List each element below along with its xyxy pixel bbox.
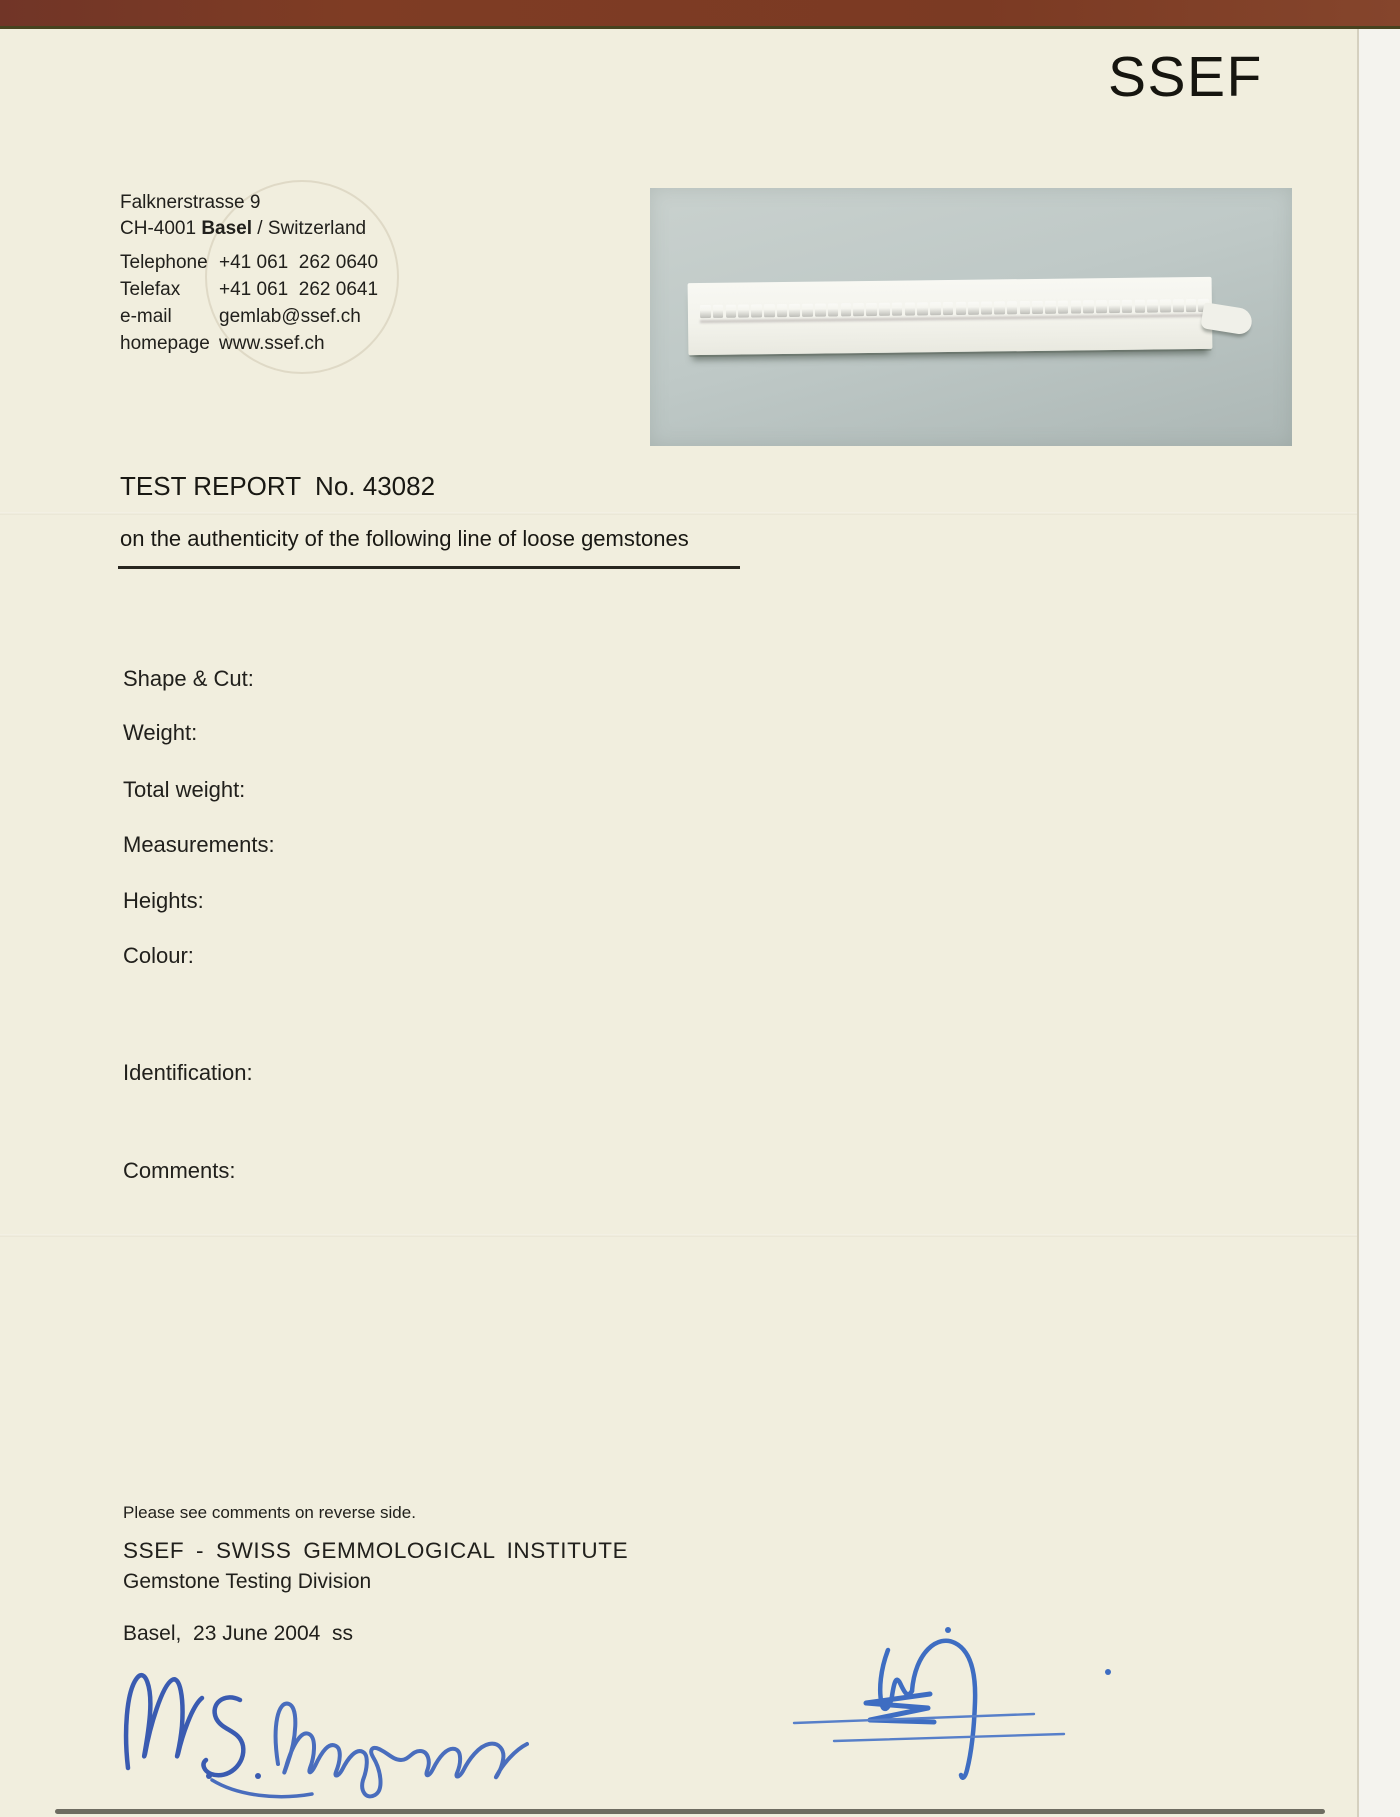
field-row [123, 718, 1173, 748]
gemstone [1032, 301, 1043, 314]
gemstone [751, 304, 762, 317]
page-right-edge [1357, 29, 1400, 1817]
gemstone [1007, 301, 1018, 314]
gemstone [726, 305, 737, 318]
signature-chalain [768, 1610, 1158, 1788]
field-label: Colour: [123, 943, 194, 968]
field-value [385, 886, 1173, 916]
field-value [385, 775, 1173, 805]
gemstone [738, 305, 749, 318]
gemstone [879, 303, 890, 316]
gemstone [1186, 299, 1197, 312]
scan-top-border [0, 0, 1400, 29]
contact-value: +41 061 262 0641 [219, 279, 379, 300]
gemstone [700, 305, 711, 318]
field-label: Total weight: [123, 777, 246, 802]
address-street: Falknerstrasse 9 [120, 192, 261, 213]
gemstone [1083, 300, 1094, 313]
address-country: / Switzerland [252, 218, 367, 239]
contact-value: www.ssef.ch [219, 333, 325, 354]
field-row [123, 830, 1173, 860]
field-value [385, 941, 1173, 971]
field-label: Comments: [123, 1158, 236, 1183]
paper-fold-crease [0, 512, 1357, 515]
gemstone [1160, 299, 1171, 312]
field-label: Heights: [123, 888, 204, 913]
contact-block [120, 249, 378, 357]
field-label: Weight: [123, 720, 198, 745]
field-row [123, 1058, 1173, 1088]
gemstone [956, 302, 967, 315]
field-value [385, 664, 1173, 694]
gemstone [994, 301, 1005, 314]
field-row [123, 886, 1173, 916]
gemstone [892, 303, 903, 316]
contact-row [120, 330, 378, 357]
contact-label: Telefax [120, 279, 181, 300]
report-fields [123, 664, 1173, 1239]
gemstone [904, 302, 915, 315]
gemstone [917, 302, 928, 315]
contact-label: Telephone [120, 252, 208, 273]
report-subtitle: on the authenticity of the following line of loose gemstones [120, 526, 689, 551]
field-label: Shape & Cut: [123, 666, 254, 691]
gemstone [1071, 300, 1082, 313]
contact-label: homepage [120, 333, 210, 354]
subtitle-underline [118, 566, 740, 569]
contact-value: gemlab@ssef.ch [219, 306, 361, 327]
gemstone [853, 303, 864, 316]
field-label: Identification: [123, 1060, 253, 1085]
gemstone [1045, 301, 1056, 314]
contact-row [120, 249, 378, 276]
ssef-logo: SSEF [1108, 45, 1263, 109]
report-title: TEST REPORT No. 43082 [120, 471, 436, 501]
date-place-line: Basel, 23 June 2004 ss [123, 1622, 353, 1645]
signature-krzemnicki [112, 1648, 542, 1810]
field-value [385, 1058, 1173, 1088]
gemstone [841, 303, 852, 316]
gemstone [1109, 300, 1120, 313]
division-line: Gemstone Testing Division [123, 1570, 372, 1593]
gemstone [1058, 301, 1069, 314]
gemstone [789, 304, 800, 317]
field-row [123, 664, 1173, 694]
gemstone [866, 303, 877, 316]
gemstone [981, 302, 992, 315]
gemstone [968, 302, 979, 315]
gemstone [764, 304, 775, 317]
gemstone [815, 304, 826, 317]
contact-row [120, 303, 378, 330]
field-row [123, 941, 1173, 971]
gemstone [1096, 300, 1107, 313]
field-label: Measurements: [123, 832, 275, 857]
address-city-line [120, 218, 366, 240]
gemstone [930, 302, 941, 315]
reverse-side-note: Please see comments on reverse side. [123, 1503, 416, 1522]
organisation-line: SSEF - SWISS GEMMOLOGICAL INSTITUTE [123, 1538, 629, 1563]
contact-label: e-mail [120, 306, 172, 327]
gemstone [713, 305, 724, 318]
gemstone [943, 302, 954, 315]
field-value [385, 1156, 1173, 1186]
field-value [385, 830, 1173, 860]
gemstone [1134, 300, 1145, 313]
field-row [123, 775, 1173, 805]
address-city: Basel [201, 218, 253, 239]
address-postcode: CH-4001 [120, 218, 202, 239]
gemstone [828, 303, 839, 316]
gemstone [1173, 299, 1184, 312]
contact-row [120, 276, 378, 303]
field-row [123, 1156, 1173, 1186]
gemstone [777, 304, 788, 317]
field-value [385, 718, 1173, 748]
gemstone [802, 304, 813, 317]
gemstone-line-photo [650, 188, 1292, 446]
contact-value: +41 061 262 0640 [219, 252, 379, 273]
gemstone [1147, 300, 1158, 313]
gemstone [1019, 301, 1030, 314]
scan-bottom-edge [55, 1809, 1325, 1814]
gemstone [1122, 300, 1133, 313]
